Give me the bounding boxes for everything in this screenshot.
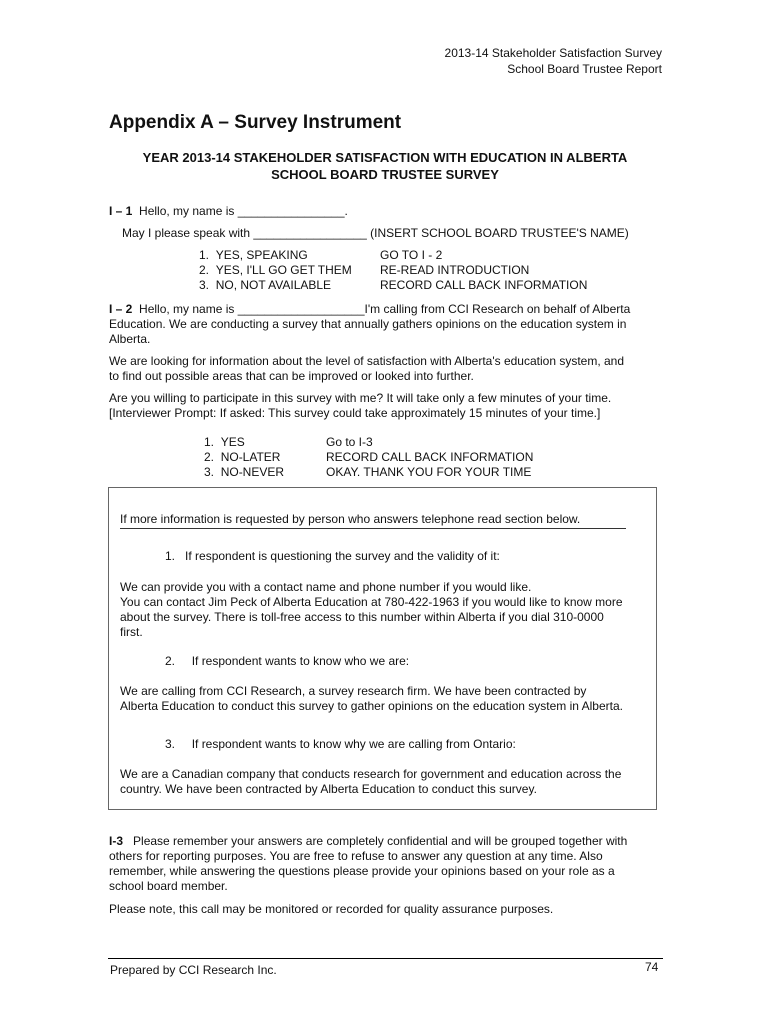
- i1-may-i: May I please speak with _________________ (INSERT SCHOOL BOARD TRUSTEE'S NAME): [122, 226, 629, 240]
- i2-option-1-action: Go to I-3: [326, 435, 373, 449]
- box-item-1-line-1: We can provide you with a contact name and phone number if you would like.: [120, 580, 532, 594]
- box-item-3-title: 3. If respondent wants to know why we are calling from Ontario:: [165, 737, 516, 751]
- i1-label: I – 1: [109, 204, 133, 218]
- i3-note: Please note, this call may be monitored or recorded for quality assurance purposes.: [109, 902, 554, 916]
- i1-option-2: 2. YES, I'LL GO GET THEM: [199, 263, 352, 277]
- survey-title-line-2: SCHOOL BOARD TRUSTEE SURVEY: [271, 167, 499, 182]
- i1-option-2-action: RE-READ INTRODUCTION: [380, 263, 530, 277]
- i1-text: Hello, my name is ________________.: [139, 204, 348, 218]
- i2-option-2-action: RECORD CALL BACK INFORMATION: [326, 450, 534, 464]
- i2-option-2: 2. NO-LATER: [204, 450, 281, 464]
- box-item-1-title: 1. If respondent is questioning the survey and the validity of it:: [165, 549, 500, 563]
- i3-line-3: remember, while answering the questions please provide your opinions based on your role as a: [109, 864, 615, 878]
- header-line-2: School Board Trustee Report: [507, 62, 662, 76]
- box-item-1-line-2: You can contact Jim Peck of Alberta Education at 780-422-1963 if you would like to know more: [120, 595, 623, 609]
- i2-para3-line-2: [Interviewer Prompt: If asked: This survey could take approximately 15 minutes of your time.]: [109, 406, 601, 420]
- box-item-2-title: 2. If respondent wants to know who we are:: [165, 654, 410, 668]
- box-item-1-line-3: about the survey. There is toll-free access to this number within Alberta if you dial 310-0000: [120, 610, 604, 624]
- survey-title: [109, 149, 661, 183]
- box-item-3-line-2: country. We have been contracted by Alberta Education to conduct this survey.: [120, 782, 537, 796]
- i2-line-3: Alberta.: [109, 332, 151, 346]
- info-box-heading: If more information is requested by person who answers telephone read section below.: [120, 512, 626, 529]
- i3-line-2: others for reporting purposes. You are free to refuse to answer any question at any time. Also: [109, 849, 603, 863]
- i1-intro: [109, 204, 348, 219]
- i3-line-1: I-3 Please remember your answers are completely confidential and will be grouped together with: [109, 834, 628, 848]
- box-item-2-line-1: We are calling from CCI Research, a survey research firm. We have been contracted by: [120, 684, 587, 698]
- survey-title-line-1: YEAR 2013-14 STAKEHOLDER SATISFACTION WITH EDUCATION IN ALBERTA: [142, 150, 628, 165]
- page-number: 74: [645, 960, 659, 974]
- i2-option-1: 1. YES: [204, 435, 245, 449]
- i2-option-3: 3. NO-NEVER: [204, 465, 285, 479]
- i2-line-1: I – 2 Hello, my name is ___________________I'm calling from CCI Research on behalf of Alberta: [109, 302, 631, 316]
- i1-option-3-action: RECORD CALL BACK INFORMATION: [380, 278, 588, 292]
- i1-option-3: 3. NO, NOT AVAILABLE: [199, 278, 332, 292]
- i3-label: I-3: [109, 834, 124, 848]
- box-item-1-line-4: first.: [120, 625, 143, 639]
- footer-divider: [108, 958, 663, 959]
- info-box: [108, 487, 657, 810]
- i1-option-1: 1. YES, SPEAKING: [199, 248, 308, 262]
- i2-para2-line-2: to find out possible areas that can be improved or looked into further.: [109, 369, 474, 383]
- appendix-title: Appendix A – Survey Instrument: [109, 112, 402, 133]
- i2-label: I – 2: [109, 302, 133, 316]
- header-line-1: 2013-14 Stakeholder Satisfaction Survey: [444, 46, 662, 60]
- footer-prepared-by: Prepared by CCI Research Inc.: [110, 963, 277, 977]
- i2-option-3-action: OKAY. THANK YOU FOR YOUR TIME: [326, 465, 532, 479]
- i1-option-1-action: GO TO I - 2: [380, 248, 443, 262]
- i2-para3-line-1: Are you willing to participate in this survey with me? It will take only a few minutes of your time.: [109, 391, 612, 405]
- i3-line-4: school board member.: [109, 879, 228, 893]
- running-header: [445, 45, 662, 77]
- i2-para2-line-1: We are looking for information about the level of satisfaction with Alberta's education system, and: [109, 354, 625, 368]
- i2-line-2: Education. We are conducting a survey that annually gathers opinions on the education system in: [109, 317, 627, 331]
- box-item-2-line-2: Alberta Education to conduct this survey to gather opinions on the education system in Alberta.: [120, 699, 623, 713]
- box-item-3-line-1: We are a Canadian company that conducts research for government and education across the: [120, 767, 622, 781]
